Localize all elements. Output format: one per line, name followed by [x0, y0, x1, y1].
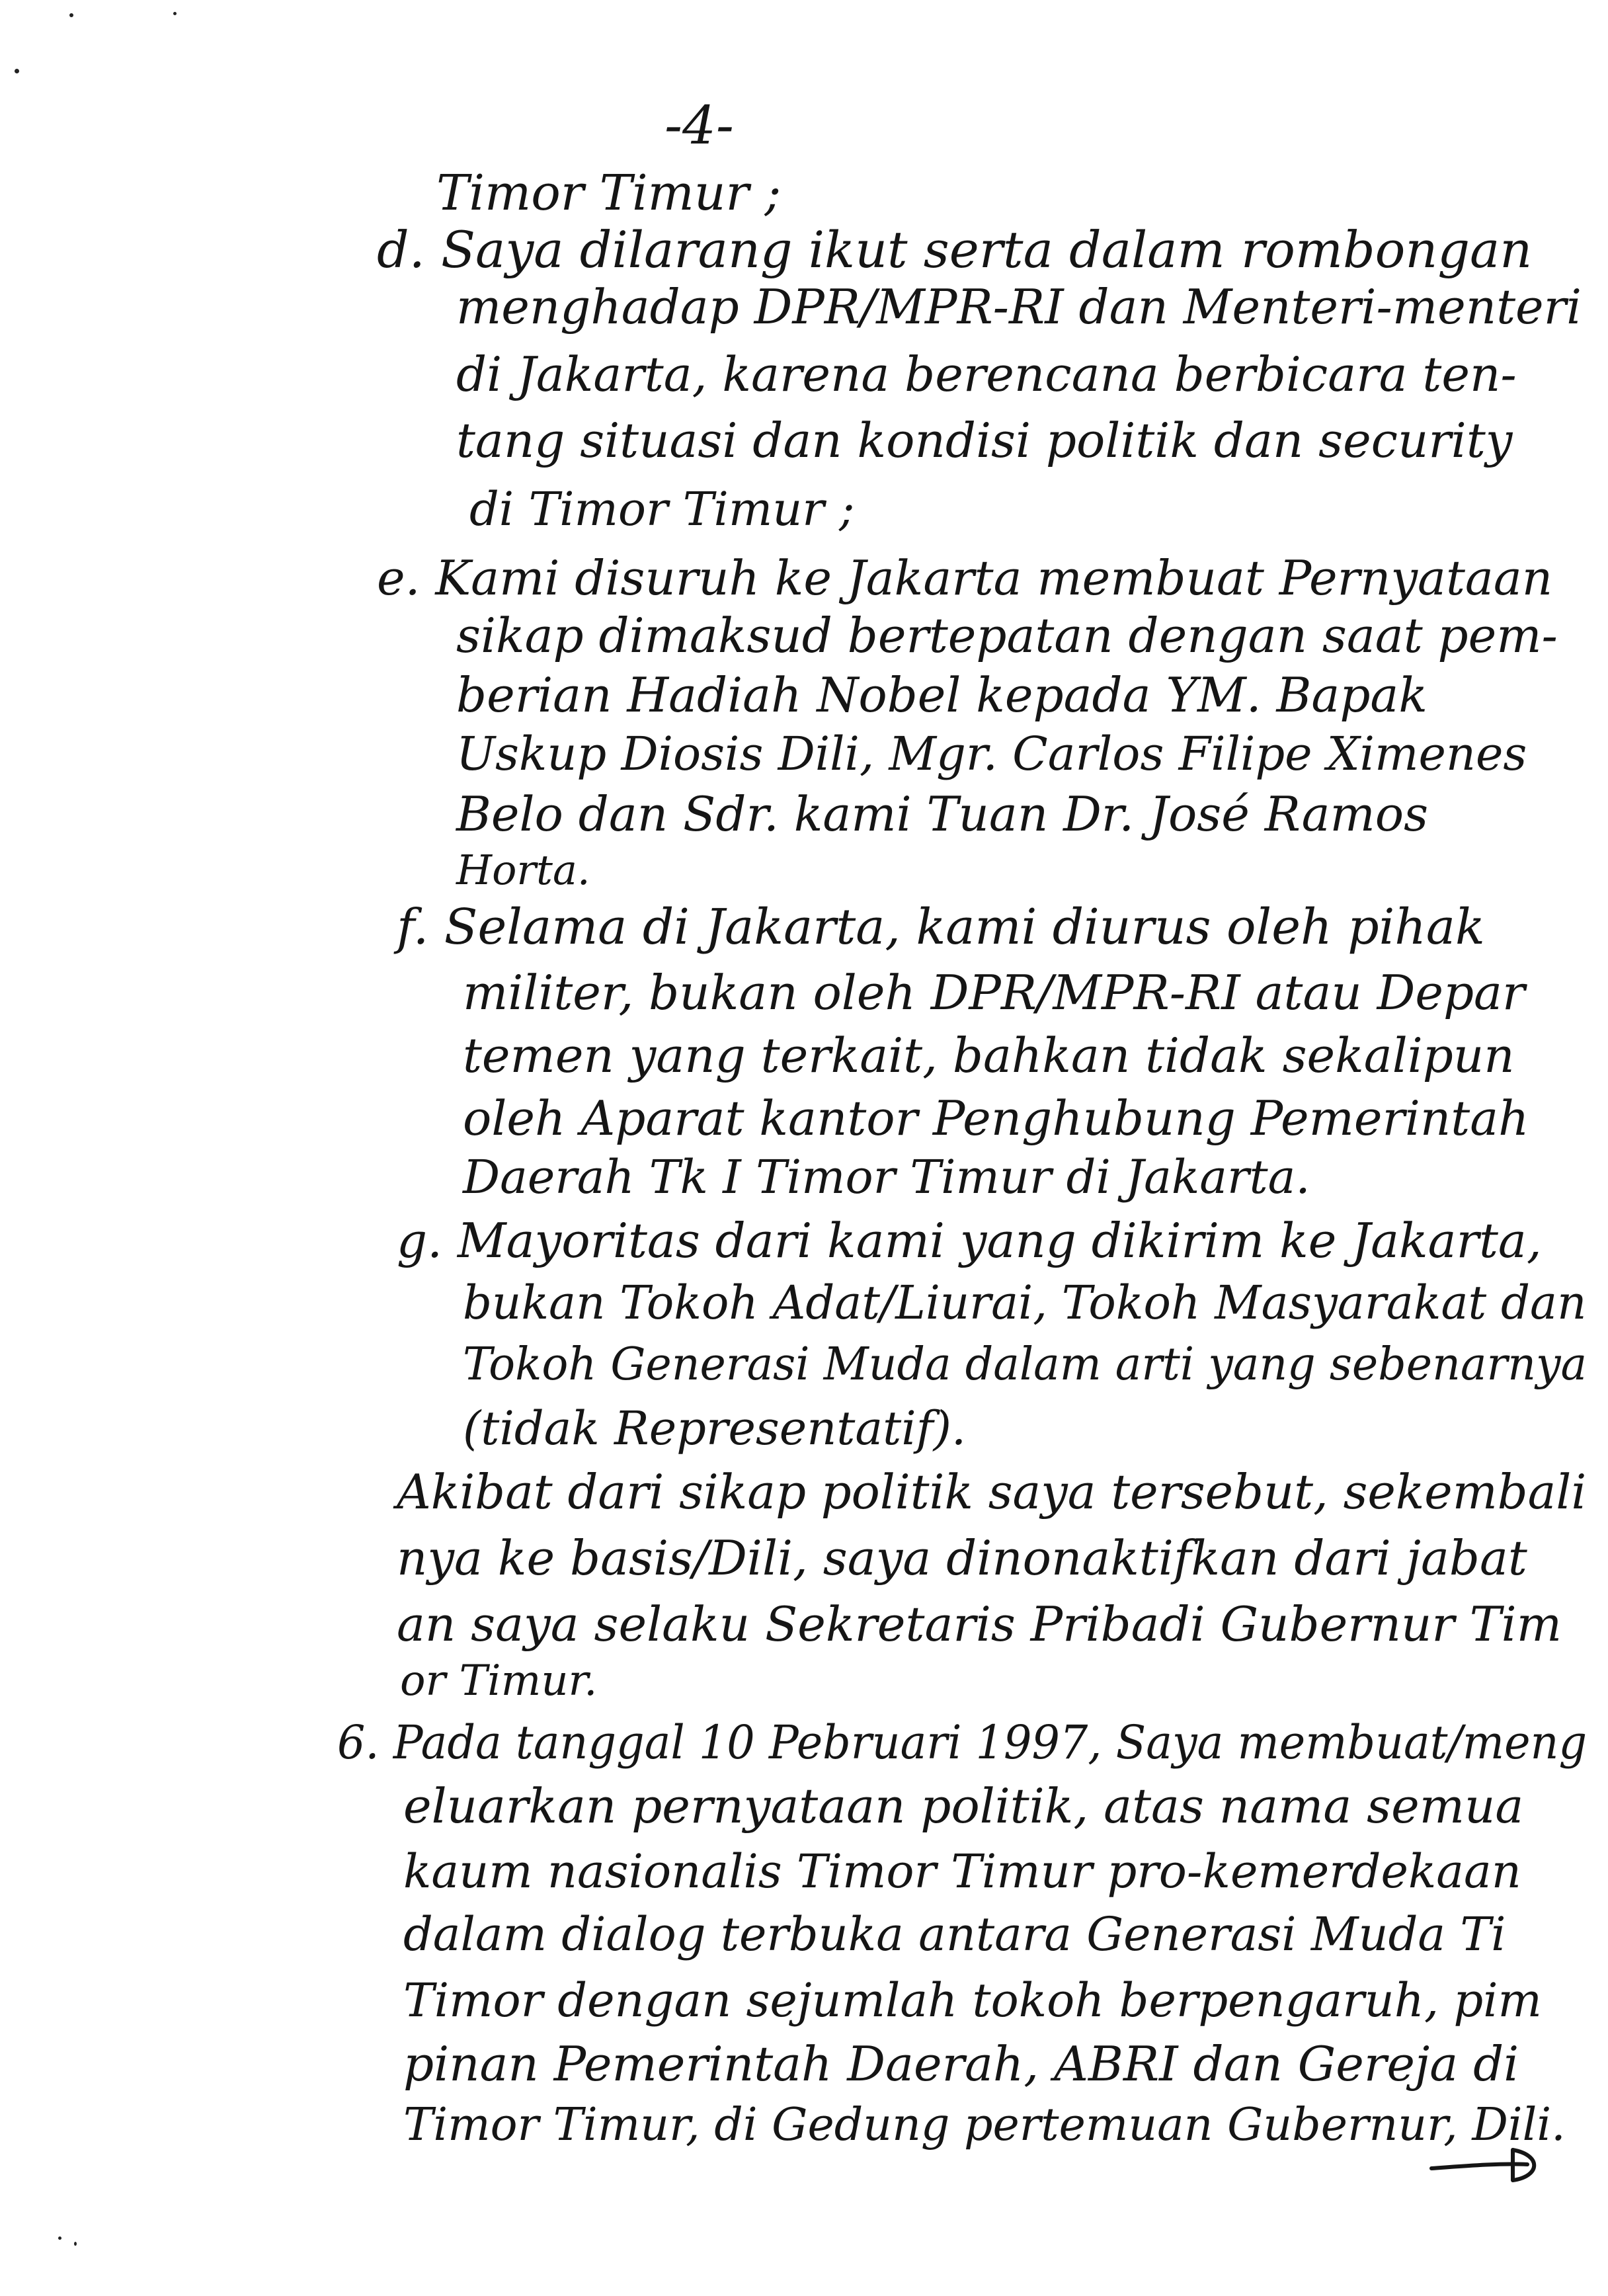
- text-line: menghadap DPR/MPR-RI dan Menteri-menteri: [456, 279, 1582, 335]
- text-line: kaum nasionalis Timor Timur pro-kemerdekaan: [403, 1844, 1521, 1899]
- text-line: berian Hadiah Nobel kepada YM. Bapak: [456, 667, 1427, 723]
- text-line: e. Kami disuruh ke Jakarta membuat Pernyataan: [377, 550, 1553, 606]
- scan-speck: [15, 69, 19, 73]
- text-line: tang situasi dan kondisi politik dan security: [456, 413, 1513, 468]
- text-line: bukan Tokoh Adat/Liurai, Tokoh Masyarakat dan: [463, 1276, 1587, 1330]
- text-line: Horta.: [456, 846, 590, 894]
- text-line: oleh Aparat kantor Penghubung Pemerintah: [463, 1090, 1529, 1146]
- text-line: d. Saya dilarang ikut serta dalam rombongan: [377, 220, 1533, 279]
- scan-speck: [173, 12, 177, 15]
- text-line: temen yang terkait, bahkan tidak sekalipun: [463, 1028, 1515, 1083]
- text-line: an saya selaku Sekretaris Pribadi Gubernur Tim: [397, 1596, 1562, 1652]
- text-line: nya ke basis/Dili, saya dinonaktifkan dari jabat: [397, 1530, 1527, 1586]
- text-line: sikap dimaksud bertepatan dengan saat pem-: [456, 608, 1558, 663]
- text-line: dalam dialog terbuka antara Generasi Muda Ti: [403, 1907, 1506, 1961]
- text-line: Akibat dari sikap politik saya tersebut, sekembali: [397, 1464, 1587, 1520]
- text-line: Timor Timur ;: [436, 165, 782, 222]
- text-line: pinan Pemerintah Daerah, ABRI dan Gereja di: [403, 2036, 1519, 2092]
- text-line: eluarkan pernyataan politik, atas nama semua: [403, 1778, 1524, 1834]
- page-number: -4-: [664, 95, 734, 156]
- text-line: or Timur.: [400, 1657, 598, 1705]
- text-line: Timor Timur, di Gedung pertemuan Gubernur, Dili.: [403, 2099, 1566, 2151]
- text-line: Uskup Diosis Dili, Mgr. Carlos Filipe Ximenes: [456, 727, 1527, 781]
- text-line: g. Mayoritas dari kami yang dikirim ke Jakarta,: [397, 1213, 1542, 1268]
- continuation-arrow-icon: [1428, 2146, 1547, 2186]
- text-line: di Jakarta, karena berencana berbicara ten-: [456, 347, 1517, 402]
- text-line: 6. Pada tanggal 10 Pebruari 1997, Saya membuat/meng: [337, 1715, 1588, 1770]
- text-line: Daerah Tk I Timor Timur di Jakarta.: [463, 1150, 1310, 1204]
- text-line: Tokoh Generasi Muda dalam arti yang sebenarnya: [463, 1338, 1588, 1391]
- text-line: militer, bukan oleh DPR/MPR-RI atau Depar: [463, 965, 1525, 1020]
- text-line: di Timor Timur ;: [469, 482, 855, 536]
- scan-speck: [74, 2242, 77, 2246]
- text-line: f. Selama di Jakarta, kami diurus oleh pihak: [397, 899, 1485, 956]
- text-line: Timor dengan sejumlah tokoh berpengaruh, pim: [403, 1973, 1542, 2028]
- text-line: (tidak Representatif).: [463, 1401, 967, 1456]
- scan-speck: [69, 13, 73, 17]
- text-line: Belo dan Sdr. kami Tuan Dr. José Ramos: [456, 786, 1429, 842]
- scan-speck: [58, 2236, 61, 2240]
